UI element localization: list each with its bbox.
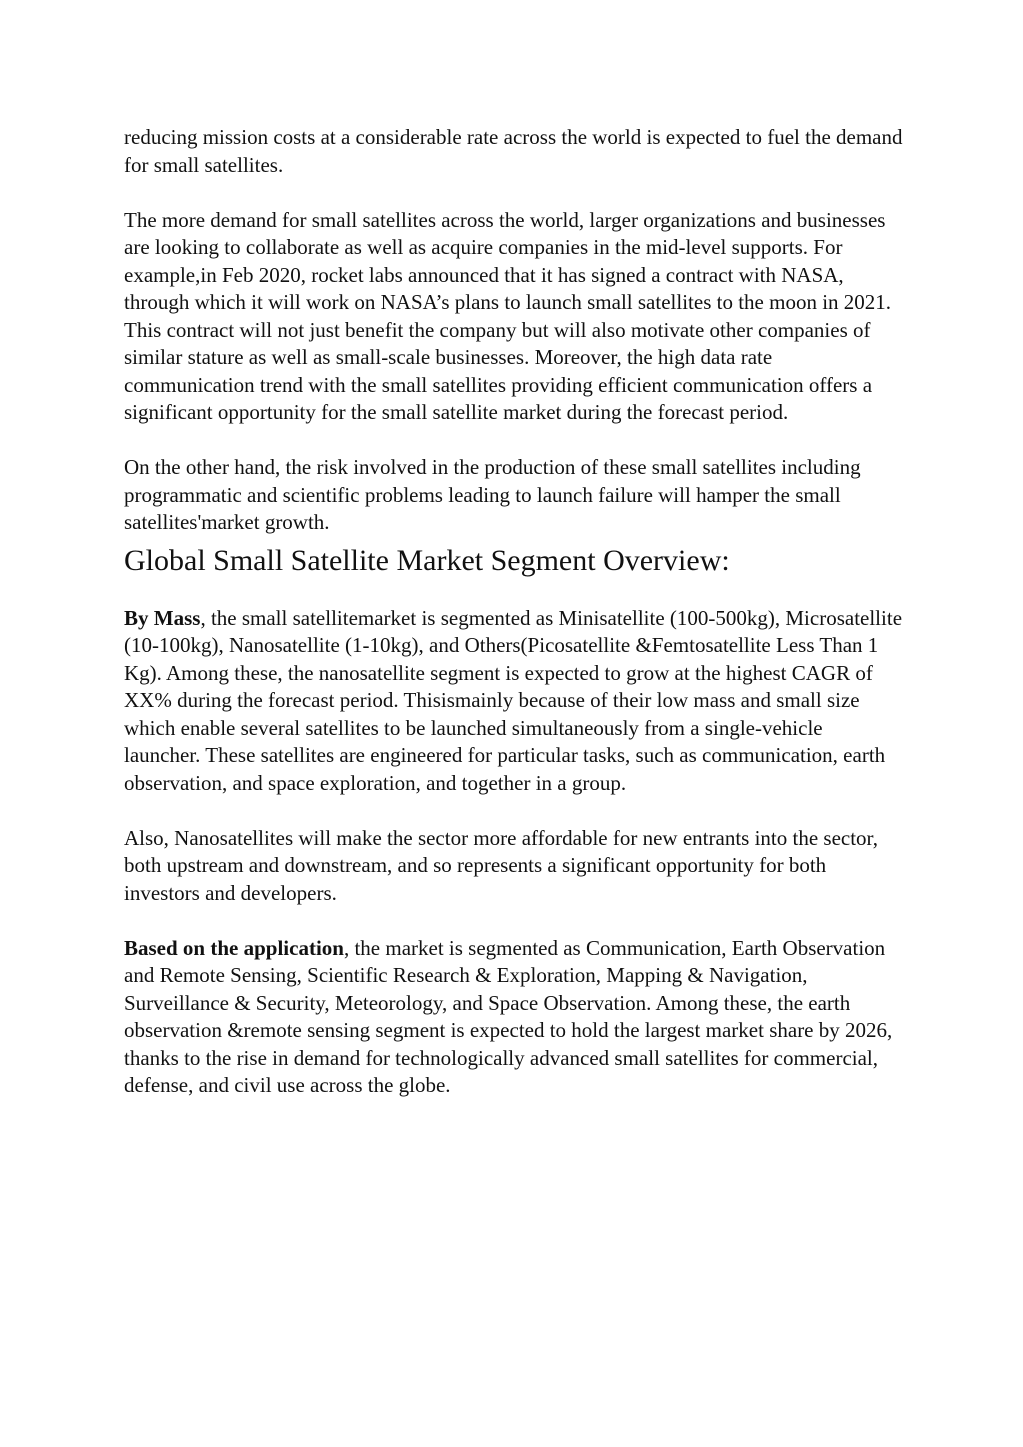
paragraph-risk: On the other hand, the risk involved in the production of these small satellites including programmatic and scientific problems leading to launch failure will hamper the small satellites'market growth. (124, 455, 861, 534)
by-application-lead: Based on the application (124, 935, 344, 960)
paragraph-by-mass (124, 605, 904, 798)
paragraph-demand-collaboration: The more demand for small satellites across the world, larger organizations and businesses are looking to collaborate as well as acquire companies in the mid-level supports. For example,in Feb 2020, rocket labs announced that it has signed a contract with NASA, through which it will work on NASA’s plans to launch small satellites to the moon in 2021. This contract will not just benefit the company but will also motivate other companies of similar stature as well as small-scale businesses. Moreover, the high data rate communication trend with the small satellites providing efficient communication offers a significant opportunity for the small satellite market during the forecast period. (124, 207, 892, 424)
paragraph-nanosatellites: Also, Nanosatellites will make the sector more affordable for new entrants into the sector, both upstream and downstream, and so represents a significant opportunity for both investors and developers. (124, 825, 878, 905)
by-application-body: , the market is segmented as Communication, Earth Observation and Remote Sensing, Scientific Research & Exploration, Mapping & Navigation, Surveillance & Security, Meteorology, and Space Observation. Among these, the earth observation &remote sensing segment is expected to hold the largest market share by 2026, thanks to the rise in demand for technologically advanced small satellites for commercial, defense, and civil use across the globe. (124, 935, 893, 1097)
section-heading: Global Small Satellite Market Segment Overview: (124, 543, 730, 577)
by-mass-lead: By Mass (124, 605, 201, 630)
paragraph-mission-costs: reducing mission costs at a considerable rate across the world is expected to fuel the demand for small satellites. (124, 125, 903, 177)
document-page (124, 124, 904, 1127)
paragraph-by-application (124, 935, 904, 1100)
by-mass-body: , the small satellitemarket is segmented as Minisatellite (100-500kg), Microsatellite (10-100kg), Nanosatellite (1-10kg), and Others(Picosatellite &Femtosatellite Less Than 1 Kg). Among these, the nanosatellite segment is expected to grow at the highest CAGR of XX% during the forecast period. Thisismainly because of their low mass and small size which enable several satellites to be launched simultaneously from a single-vehicle launcher. These satellites are engineered for particular tasks, such as communication, earth observation, and space exploration, and together in a group. (124, 605, 903, 795)
